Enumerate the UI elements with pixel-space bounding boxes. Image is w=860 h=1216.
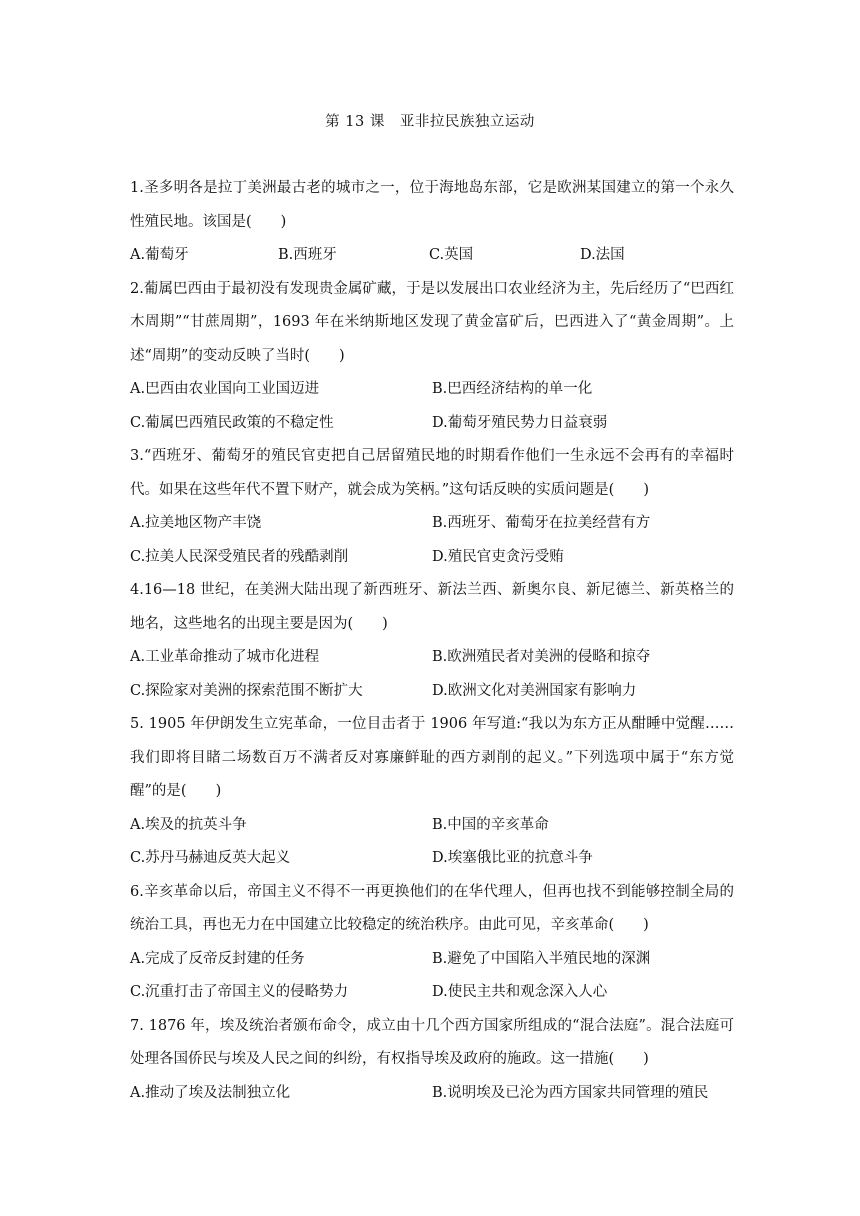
option-a: A.葡萄牙	[130, 247, 189, 263]
option-row	[130, 507, 734, 574]
question-stem: 7. 1876 年，埃及统治者颁布命令，成立由十几个西方国家所组成的“混合法庭”。混合法庭可处理各国侨民与埃及人民之间的纠纷，有权指导埃及政府的施政。这一措施( )	[130, 1017, 734, 1067]
option-d: D.殖民官吏贪污受贿	[432, 548, 564, 565]
question-stem: 6.辛亥革命以后，帝国主义不得不一再更换他们的在华代理人，但再也找不到能够控制全局的统治工具，再也无力在中国建立比较稳定的统治秩序。由此可见，辛亥革命( )	[130, 883, 734, 933]
question-1	[130, 172, 734, 273]
option-d: D.使民主共和观念深入人心	[432, 984, 608, 1000]
question-5	[130, 708, 734, 876]
question-3	[130, 440, 734, 574]
option-b: B.西班牙、葡萄牙在拉美经营有方	[432, 515, 651, 531]
question-stem: 1.圣多明各是拉丁美洲最古老的城市之一，位于海地岛东部，它是欧洲某国建立的第一个永久性殖民地。该国是( )	[130, 180, 734, 230]
option-row	[130, 809, 734, 876]
option-d: D.埃塞俄比亚的抗意斗争	[432, 850, 593, 866]
option-c: C.沉重打击了帝国主义的侵略势力	[130, 984, 349, 1000]
option-row	[130, 373, 734, 440]
option-a: A.埃及的抗英斗争	[130, 816, 247, 833]
option-c: C.葡属巴西殖民政策的不稳定性	[130, 414, 334, 431]
question-stem: 2.葡属巴西由于最初没有发现贵金属矿藏，于是以发展出口农业经济为主，先后经历了“巴西红木周期”“甘蔗周期”，1693 年在米纳斯地区发现了黄金富矿后，巴西进入了“黄金周期”。上述“周期”的变动反映了当时( )	[130, 280, 734, 364]
option-d: D.法国	[579, 247, 625, 263]
option-c: C.探险家对美洲的探索范围不断扩大	[130, 682, 363, 699]
option-b: B.西班牙	[277, 247, 337, 263]
option-c: C.拉美人民深受殖民者的残酷剥削	[130, 548, 349, 565]
question-2	[130, 273, 734, 441]
option-row	[130, 641, 734, 708]
option-a: A.推动了埃及法制独立化	[130, 1084, 291, 1101]
option-a: A.巴西由农业国向工业国迈进	[130, 381, 320, 397]
option-d: D.欧洲文化对美洲国家有影响力	[432, 682, 637, 699]
option-b: B.欧洲殖民者对美洲的侵略和掠夺	[432, 649, 651, 665]
option-b: B.巴西经济结构的单一化	[432, 381, 593, 397]
question-stem: 4.16—18 世纪，在美洲大陆出现了新西班牙、新法兰西、新奥尔良、新尼德兰、新英格兰的地名，这些地名的出现主要是因为( )	[130, 582, 734, 632]
question-4	[130, 574, 734, 708]
page-title: 第 13 课 亚非拉民族独立运动	[325, 114, 535, 130]
option-b: B.说明埃及已沦为西方国家共同管理的殖民	[432, 1084, 709, 1101]
option-b: B.中国的辛亥革命	[432, 816, 549, 833]
option-row	[130, 1077, 734, 1111]
question-stem: 5. 1905 年伊朗发生立宪革命，一位目击者于 1906 年写道:“我以为东方正从酣睡中觉醒……我们即将目睹二场数百万不满者反对寡廉鲜耻的西方剥削的起义。”下列选项中属于“东方觉醒”的是( )	[130, 716, 734, 799]
option-a: A.工业革命推动了城市化进程	[130, 649, 320, 665]
option-a: A.拉美地区物产丰饶	[130, 515, 262, 531]
question-6	[130, 876, 734, 1010]
option-row	[130, 239, 734, 273]
option-b: B.避免了中国陷入半殖民地的深渊	[432, 950, 651, 967]
option-row	[130, 943, 734, 1010]
question-list	[130, 172, 734, 1110]
option-a: A.完成了反帝反封建的任务	[130, 950, 305, 967]
option-c: C.英国	[428, 247, 474, 263]
option-d: D.葡萄牙殖民势力日益衰弱	[432, 414, 608, 431]
question-stem: 3.“西班牙、葡萄牙的殖民官吏把自己居留殖民地的时期看作他们一生永远不会再有的幸福时代。如果在这些年代不置下财产，就会成为笑柄。”这句话反映的实质问题是( )	[130, 448, 734, 498]
question-7	[130, 1010, 734, 1111]
option-c: C.苏丹马赫迪反英大起义	[130, 850, 291, 866]
